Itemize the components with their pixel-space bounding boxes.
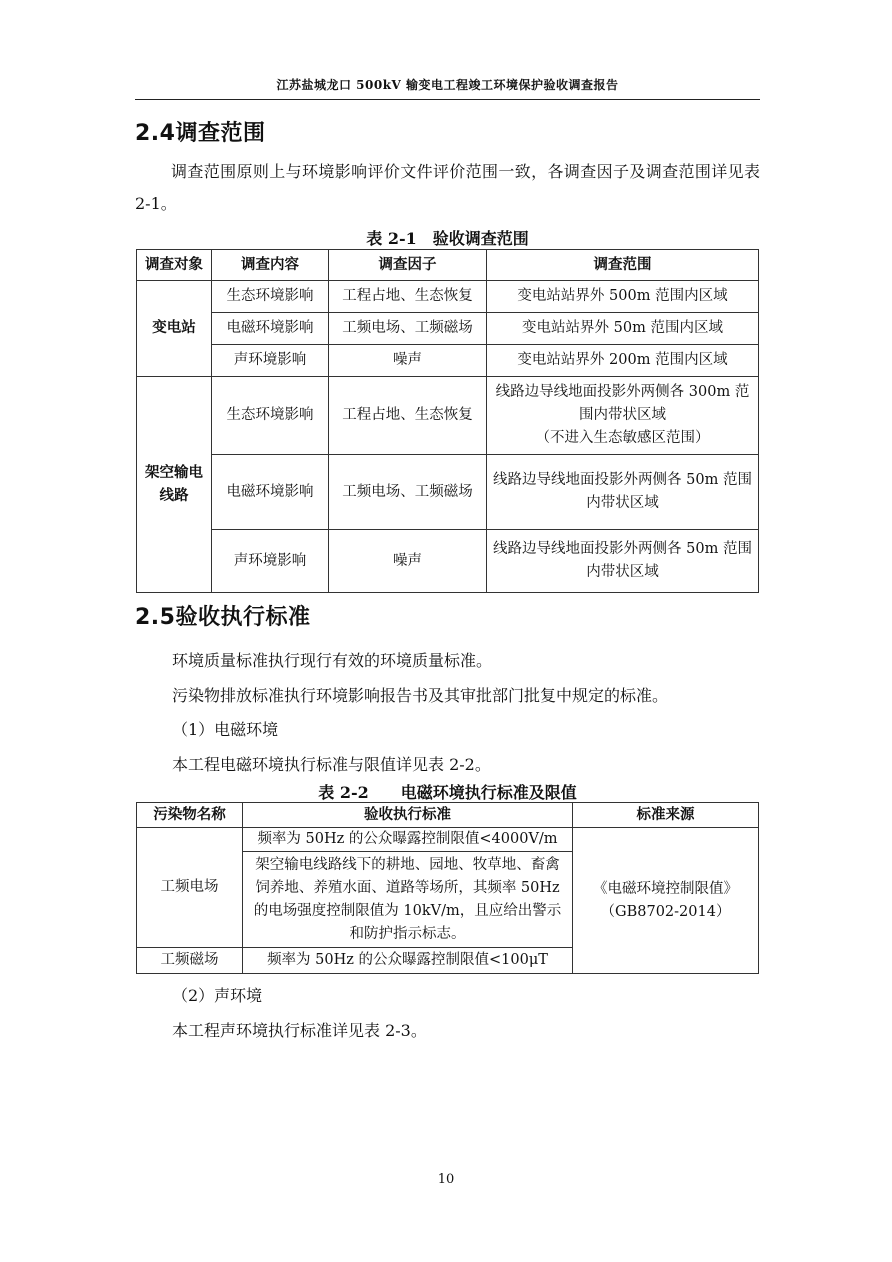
survey-factor-cell: 噪声	[329, 345, 487, 377]
table-row	[137, 828, 759, 852]
pollutant-name-cell: 工频电场	[137, 828, 243, 948]
survey-content-cell: 生态环境影响	[212, 377, 329, 455]
survey-scope-cell: 变电站站界外 500m 范围内区域	[487, 281, 759, 313]
standard-source-title: 《电磁环境控制限值》	[593, 880, 738, 897]
section-2-4-paragraph: 调查范围原则上与环境影响评价文件评价范围一致，各调查因子及调查范围详见表 2-1。	[135, 162, 760, 213]
section-heading-2-5: 2.5验收执行标准	[135, 605, 311, 630]
standard-cell: 架空输电线路线下的耕地、园地、牧草地、畜禽饲养地、养殖水面、道路等场所，其频率 50Hz 的电场强度控制限值为 10kV/m，且应给出警示和防护指示标志。	[243, 852, 573, 948]
survey-object-cell: 变电站	[137, 281, 212, 377]
standard-cell: 频率为 50Hz 的公众曝露控制限值<4000V/m	[243, 828, 573, 852]
column-header: 标准来源	[573, 803, 759, 828]
standard-source-code: （GB8702-2014）	[600, 903, 731, 920]
column-header: 调查内容	[212, 250, 329, 281]
survey-factor-cell: 工程占地、生态恢复	[329, 281, 487, 313]
page-number: 10	[437, 1172, 455, 1187]
section-heading-2-4: 2.4调查范围	[135, 121, 266, 146]
column-header: 调查范围	[487, 250, 759, 281]
survey-factor-cell: 工程占地、生态恢复	[329, 377, 487, 455]
standard-source-cell	[573, 828, 759, 974]
survey-scope-cell: 变电站站界外 50m 范围内区域	[487, 313, 759, 345]
table-row	[137, 313, 759, 345]
survey-content-cell: 电磁环境影响	[212, 313, 329, 345]
table-row	[137, 530, 759, 593]
standard-cell: 频率为 50Hz 的公众曝露控制限值<100μT	[243, 948, 573, 974]
column-header: 验收执行标准	[243, 803, 573, 828]
survey-scope-cell	[487, 377, 759, 455]
survey-content-cell: 声环境影响	[212, 530, 329, 593]
standard-paragraph: 污染物排放标准执行环境影响报告书及其审批部门批复中规定的标准。	[172, 686, 669, 705]
header-divider	[135, 99, 760, 100]
pollutant-name-cell: 工频磁场	[137, 948, 243, 974]
table-2-2	[136, 802, 759, 974]
table-2-2-caption: 表 2-2 电磁环境执行标准及限值	[318, 783, 577, 802]
survey-scope-note: （不进入生态敏感区范围）	[535, 430, 710, 446]
survey-scope-cell: 线路边导线地面投影外两侧各 50m 范围内带状区域	[487, 455, 759, 530]
survey-scope-text: 线路边导线地面投影外两侧各 300m 范围内带状区域	[495, 384, 750, 423]
survey-scope-cell: 变电站站界外 200m 范围内区域	[487, 345, 759, 377]
table-row	[137, 377, 759, 455]
standard-paragraph: 环境质量标准执行现行有效的环境质量标准。	[172, 651, 493, 670]
document-header: 江苏盐城龙口 500kV 输变电工程竣工环境保护验收调查报告	[276, 78, 619, 92]
survey-factor-cell: 工频电场、工频磁场	[329, 313, 487, 345]
table-2-1-caption: 表 2-1 验收调查范围	[366, 229, 529, 248]
subsection-item: （2）声环境	[172, 986, 263, 1005]
survey-content-cell: 声环境影响	[212, 345, 329, 377]
table-2-1	[136, 249, 759, 593]
column-header: 调查对象	[137, 250, 212, 281]
survey-object-cell: 架空输电线路	[137, 377, 212, 593]
table-header-row	[137, 803, 759, 828]
standard-paragraph: 本工程声环境执行标准详见表 2-3。	[172, 1021, 427, 1040]
column-header: 调查因子	[329, 250, 487, 281]
table-row	[137, 281, 759, 313]
survey-content-cell: 生态环境影响	[212, 281, 329, 313]
survey-factor-cell: 噪声	[329, 530, 487, 593]
survey-factor-cell: 工频电场、工频磁场	[329, 455, 487, 530]
table-row	[137, 455, 759, 530]
table-row	[137, 345, 759, 377]
survey-content-cell: 电磁环境影响	[212, 455, 329, 530]
standard-paragraph: 本工程电磁环境执行标准与限值详见表 2-2。	[172, 755, 491, 774]
survey-scope-cell: 线路边导线地面投影外两侧各 50m 范围内带状区域	[487, 530, 759, 593]
column-header: 污染物名称	[137, 803, 243, 828]
table-header-row	[137, 250, 759, 281]
subsection-item: （1）电磁环境	[172, 720, 279, 739]
